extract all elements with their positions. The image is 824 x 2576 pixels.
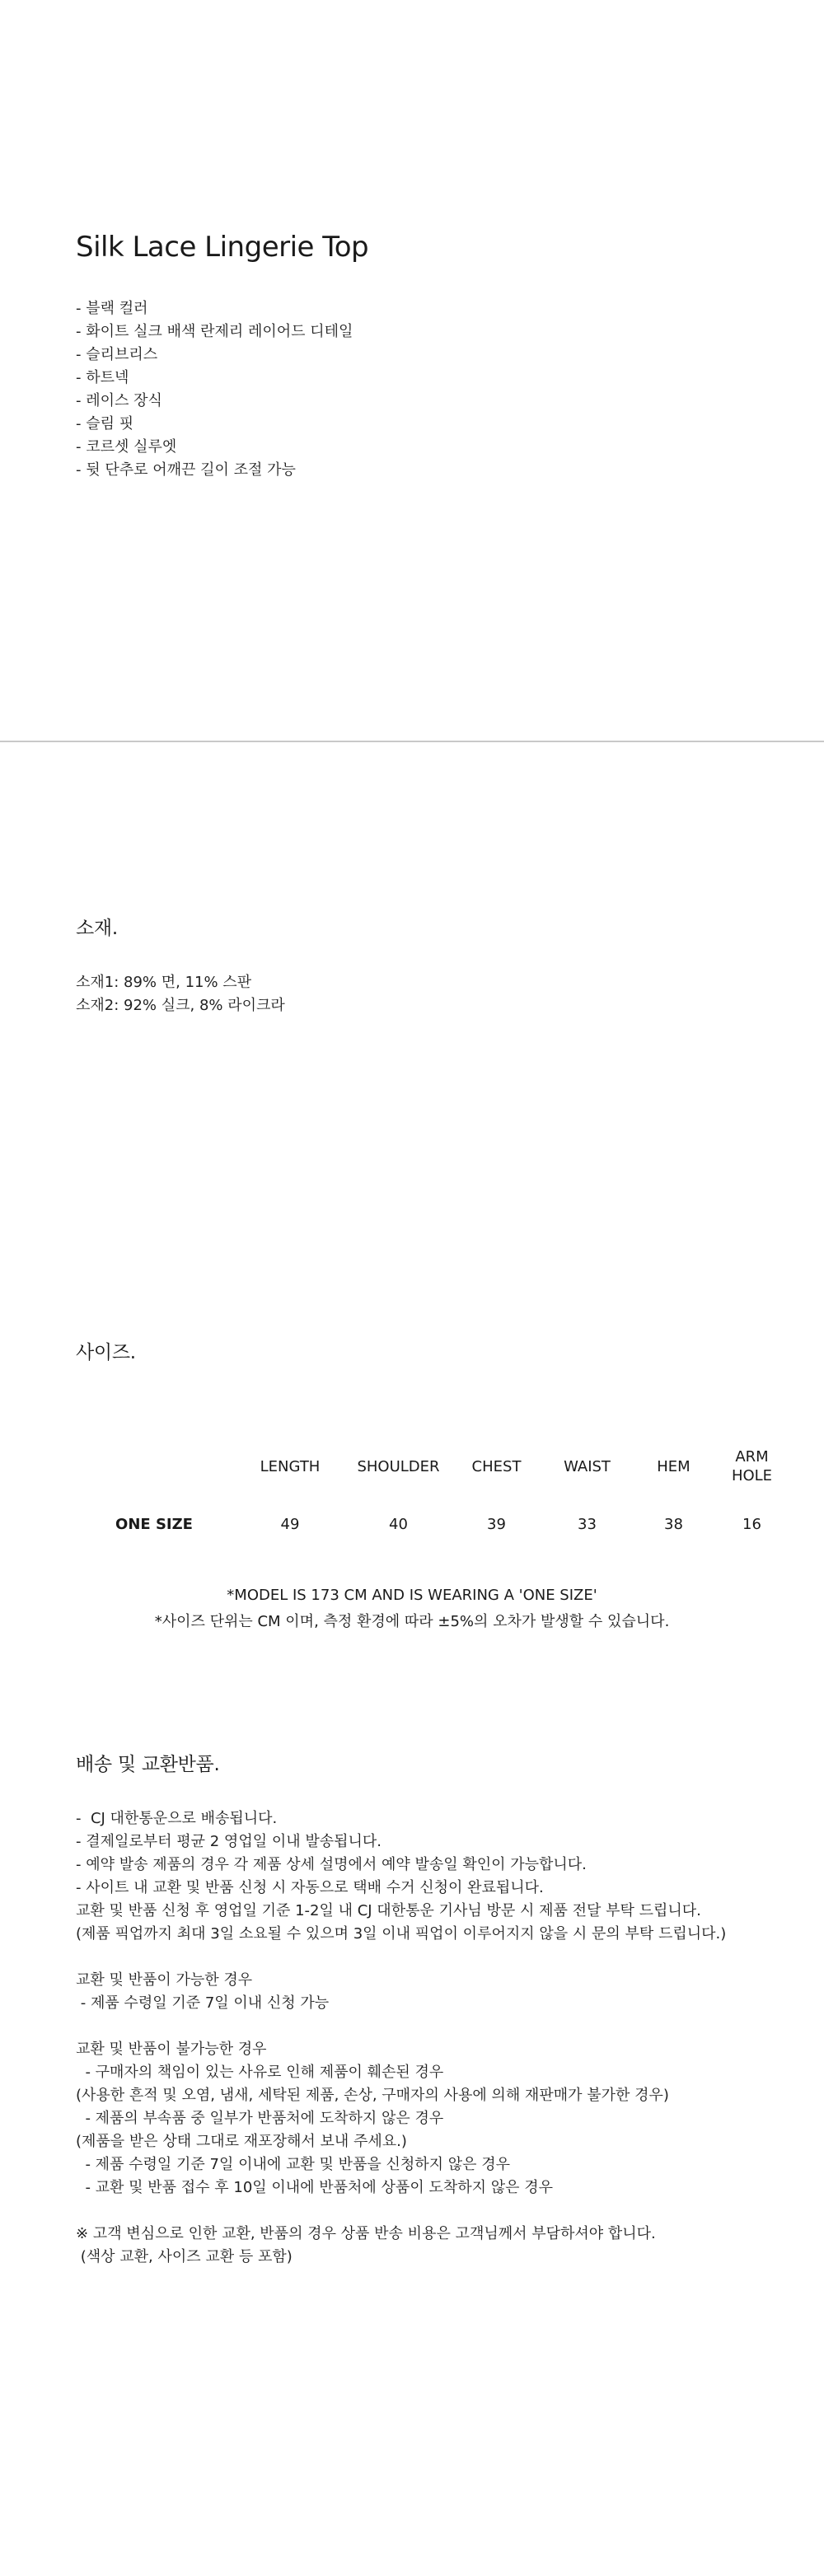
- shipping-heading: 배송 및 교환반품.: [76, 1754, 220, 1775]
- materials-heading: 소재.: [76, 918, 118, 939]
- list-item: (색상 교환, 사이즈 교환 등 포함): [76, 2248, 293, 2265]
- table-cell: 40: [389, 1515, 408, 1533]
- size-table: [76, 1440, 787, 1544]
- feature-list: [76, 297, 353, 482]
- list-item: 소재1: 89% 면, 11% 스판: [76, 974, 252, 991]
- list-item: - 레이스 장식: [76, 392, 162, 409]
- list-item: - 제품 수령일 기준 7일 이내 신청 가능: [76, 1994, 330, 2012]
- list-item: - 교환 및 반품 접수 후 10일 이내에 반품처에 상품이 도착하지 않은 경우: [76, 2179, 553, 2196]
- list-item: - 구매자의 책임이 있는 사유로 인해 제품이 훼손된 경우: [76, 2064, 444, 2081]
- list-item: - 뒷 단추로 어깨끈 길이 조절 가능: [76, 461, 296, 479]
- list-item: 교환 및 반품 신청 후 영업일 기준 1-2일 내 CJ 대한통운 기사님 방문 시 제품 전달 부탁 드립니다.: [76, 1902, 701, 1919]
- table-row: [76, 1493, 787, 1544]
- materials-list: [76, 971, 285, 1017]
- table-header-row: [76, 1440, 787, 1493]
- list-item: (제품을 받은 상태 그대로 재포장해서 보내 주세요.): [76, 2133, 407, 2150]
- product-title: Silk Lace Lingerie Top: [76, 231, 369, 264]
- table-cell: 39: [487, 1515, 506, 1533]
- blank-line: [76, 1946, 726, 1969]
- blank-line: [76, 2015, 726, 2038]
- list-item: - 코르셋 실루엣: [76, 438, 177, 456]
- shipping-list: [76, 1807, 726, 2269]
- row-label: ONE SIZE: [115, 1515, 193, 1533]
- list-item: - 슬리브리스: [76, 346, 158, 363]
- section-divider: [0, 741, 824, 742]
- table-cell: 33: [578, 1515, 597, 1533]
- armhole-label: ARM HOLE: [731, 1448, 773, 1484]
- list-item: - 결제일로부터 평균 2 영업일 이내 발송됩니다.: [76, 1833, 382, 1850]
- list-item: - 하트넥: [76, 369, 129, 386]
- column-header-armhole: [717, 1440, 787, 1493]
- list-item: (제품 픽업까지 최대 3일 소요될 수 있으며 3일 이내 픽업이 이루어지지 않을 시 문의 부탁 드립니다.): [76, 1925, 727, 1943]
- column-header: LENGTH: [260, 1457, 321, 1475]
- size-heading: 사이즈.: [76, 1342, 136, 1363]
- list-item: - 제품 수령일 기준 7일 이내에 교환 및 반품을 신청하지 않은 경우: [76, 2156, 511, 2173]
- list-item: - 블랙 컬러: [76, 300, 148, 317]
- list-item: - CJ 대한통운으로 배송됩니다.: [76, 1810, 278, 1827]
- blank-line: [76, 2200, 726, 2223]
- table-cell: 38: [664, 1515, 683, 1533]
- column-header: HEM: [657, 1457, 691, 1475]
- table-corner-cell: [76, 1440, 232, 1493]
- model-note: *MODEL IS 173 CM AND IS WEARING A 'ONE SIZE': [227, 1587, 597, 1604]
- list-item: ※ 고객 변심으로 인한 교환, 반품의 경우 상품 반송 비용은 고객님께서 부담하셔야 합니다.: [76, 2225, 656, 2242]
- column-header: SHOULDER: [357, 1457, 440, 1475]
- list-item: (사용한 흔적 및 오염, 냄새, 세탁된 제품, 손상, 구매자의 사용에 의해 재판매가 불가한 경우): [76, 2087, 669, 2104]
- list-item: 교환 및 반품이 가능한 경우: [76, 1971, 253, 1989]
- list-item: 소재2: 92% 실크, 8% 라이크라: [76, 997, 285, 1014]
- list-item: 교환 및 반품이 불가능한 경우: [76, 2041, 267, 2058]
- unit-note: *사이즈 단위는 CM 이며, 측정 환경에 따라 ±5%의 오차가 발생할 수 있습니다.: [154, 1613, 670, 1630]
- list-item: - 사이트 내 교환 및 반품 신청 시 자동으로 택배 수거 신청이 완료됩니다.: [76, 1879, 544, 1896]
- list-item: - 예약 발송 제품의 경우 각 제품 상세 설명에서 예약 발송일 확인이 가능합니다.: [76, 1856, 587, 1873]
- table-cell: 16: [742, 1515, 761, 1533]
- column-header: CHEST: [471, 1457, 522, 1475]
- list-item: - 슬림 핏: [76, 415, 134, 432]
- list-item: - 화이트 실크 배색 란제리 레이어드 디테일: [76, 323, 353, 340]
- column-header: WAIST: [564, 1457, 611, 1475]
- list-item: - 제품의 부속품 중 일부가 반품처에 도착하지 않은 경우: [76, 2110, 444, 2127]
- table-cell: 49: [280, 1515, 300, 1533]
